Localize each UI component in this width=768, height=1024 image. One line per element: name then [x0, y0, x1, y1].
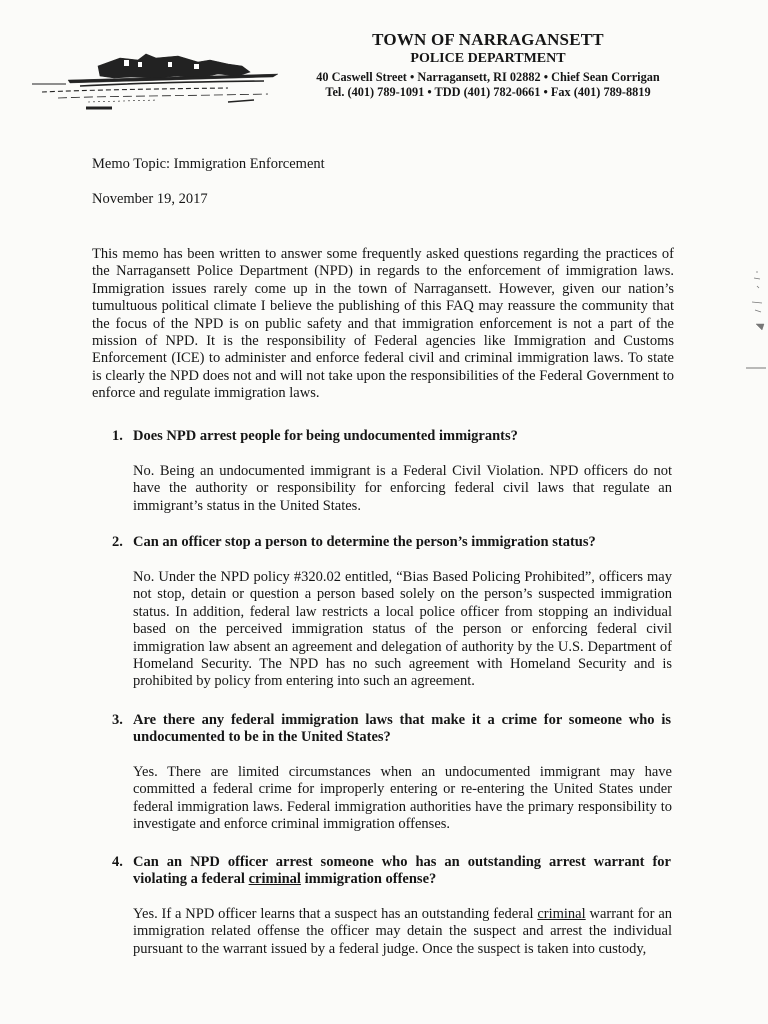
faq-question-3	[112, 712, 672, 747]
police-station-building-illustration	[28, 44, 278, 124]
department-name: POLICE DEPARTMENT	[410, 51, 566, 66]
underlined-word: criminal	[248, 871, 301, 888]
faq-number: 4.	[112, 854, 123, 870]
town-name: TOWN OF NARRAGANSETT	[372, 30, 604, 49]
faq-question-1	[112, 428, 672, 445]
faq-question-text-part: Can an NPD officer arrest someone who has an outstanding arrest warrant for violating a federal	[133, 854, 671, 888]
faq-question-2	[112, 534, 672, 551]
faq-question-text: Are there any federal immigration laws that make it a crime for someone who is undocumented to be in the United States?	[133, 712, 671, 746]
faq-question-text: Can an officer stop a person to determine the person’s immigration status?	[133, 534, 596, 550]
faq-number: 2.	[112, 534, 123, 550]
department-address: 40 Caswell Street • Narragansett, RI 02882 • Chief Sean Corrigan	[316, 70, 660, 84]
department-phones: Tel. (401) 789-1091 • TDD (401) 782-0661 • Fax (401) 789-8819	[325, 85, 651, 99]
memo-date: November 19, 2017	[92, 191, 208, 207]
scan-artifact-marks	[740, 260, 768, 380]
intro-paragraph: This memo has been written to answer some frequently asked questions regarding the practices of the Narragansett Police Department (NPD) in regards to the enforcement of immigration laws. Immigration issues rarely come up in the town of Narragansett. However, given our nation’s tumultuous political climate I believe the publishing of this FAQ may reassure the community that the focus of the NPD is on public safety and that immigration enforcement is not a part of the mission of NPD. It is the responsibility of Federal agencies like Immigration and Customs Enforcement (ICE) to administer and enforce federal civil and criminal immigration laws. To state is clearly the NPD does not and will not take upon the responsibilities of the Federal Government to enforce and regulate immigration laws.	[92, 246, 674, 402]
faq-answer-4	[133, 906, 672, 958]
faq-question-text-part: immigration offense?	[300, 871, 437, 888]
faq-number: 3.	[112, 712, 123, 728]
letterhead	[288, 30, 688, 100]
faq-answer-3: Yes. There are limited circumstances when an undocumented immigrant may have committed a federal crime for improperly entering or re-entering the United States under federal immigration laws. Federal immigration authorities have the primary responsibility to investigate and enforce criminal immigration offenses.	[133, 764, 672, 833]
underlined-word: criminal	[537, 906, 586, 922]
faq-answer-text-part: warrant for an immigration related offense the officer may detain the suspect and arrest the individual pursuant to the warrant issued by a federal judge. Once the suspect is taken into custody,	[133, 906, 673, 957]
faq-question-4	[112, 854, 672, 889]
faq-number: 1.	[112, 428, 123, 444]
faq-answer-text-part: Yes. If a NPD officer learns that a suspect has an outstanding federal	[133, 906, 538, 922]
faq-answer-1: No. Being an undocumented immigrant is a Federal Civil Violation. NPD officers do not have the authority or responsibility for enforcing federal civil laws that regulate an immigrant’s status in the United States.	[133, 463, 672, 514]
memo-topic: Memo Topic: Immigration Enforcement	[92, 156, 325, 172]
faq-question-text: Does NPD arrest people for being undocumented immigrants?	[133, 428, 518, 444]
faq-answer-2: No. Under the NPD policy #320.02 entitled, “Bias Based Policing Prohibited”, officers may not stop, detain or question a person based solely on the person’s suspected immigration status. In addition, federal law restricts a local police officer from stopping an individual based on the perceived immigration status of the person or enforcing federal civil immigration law absent an agreement and delegation of authority by the U.S. Department of Homeland Security. The NPD has no such agreement with Homeland Security and is prohibited by policy from entering into such an agreement.	[133, 569, 672, 690]
faq-question-text	[133, 854, 671, 889]
